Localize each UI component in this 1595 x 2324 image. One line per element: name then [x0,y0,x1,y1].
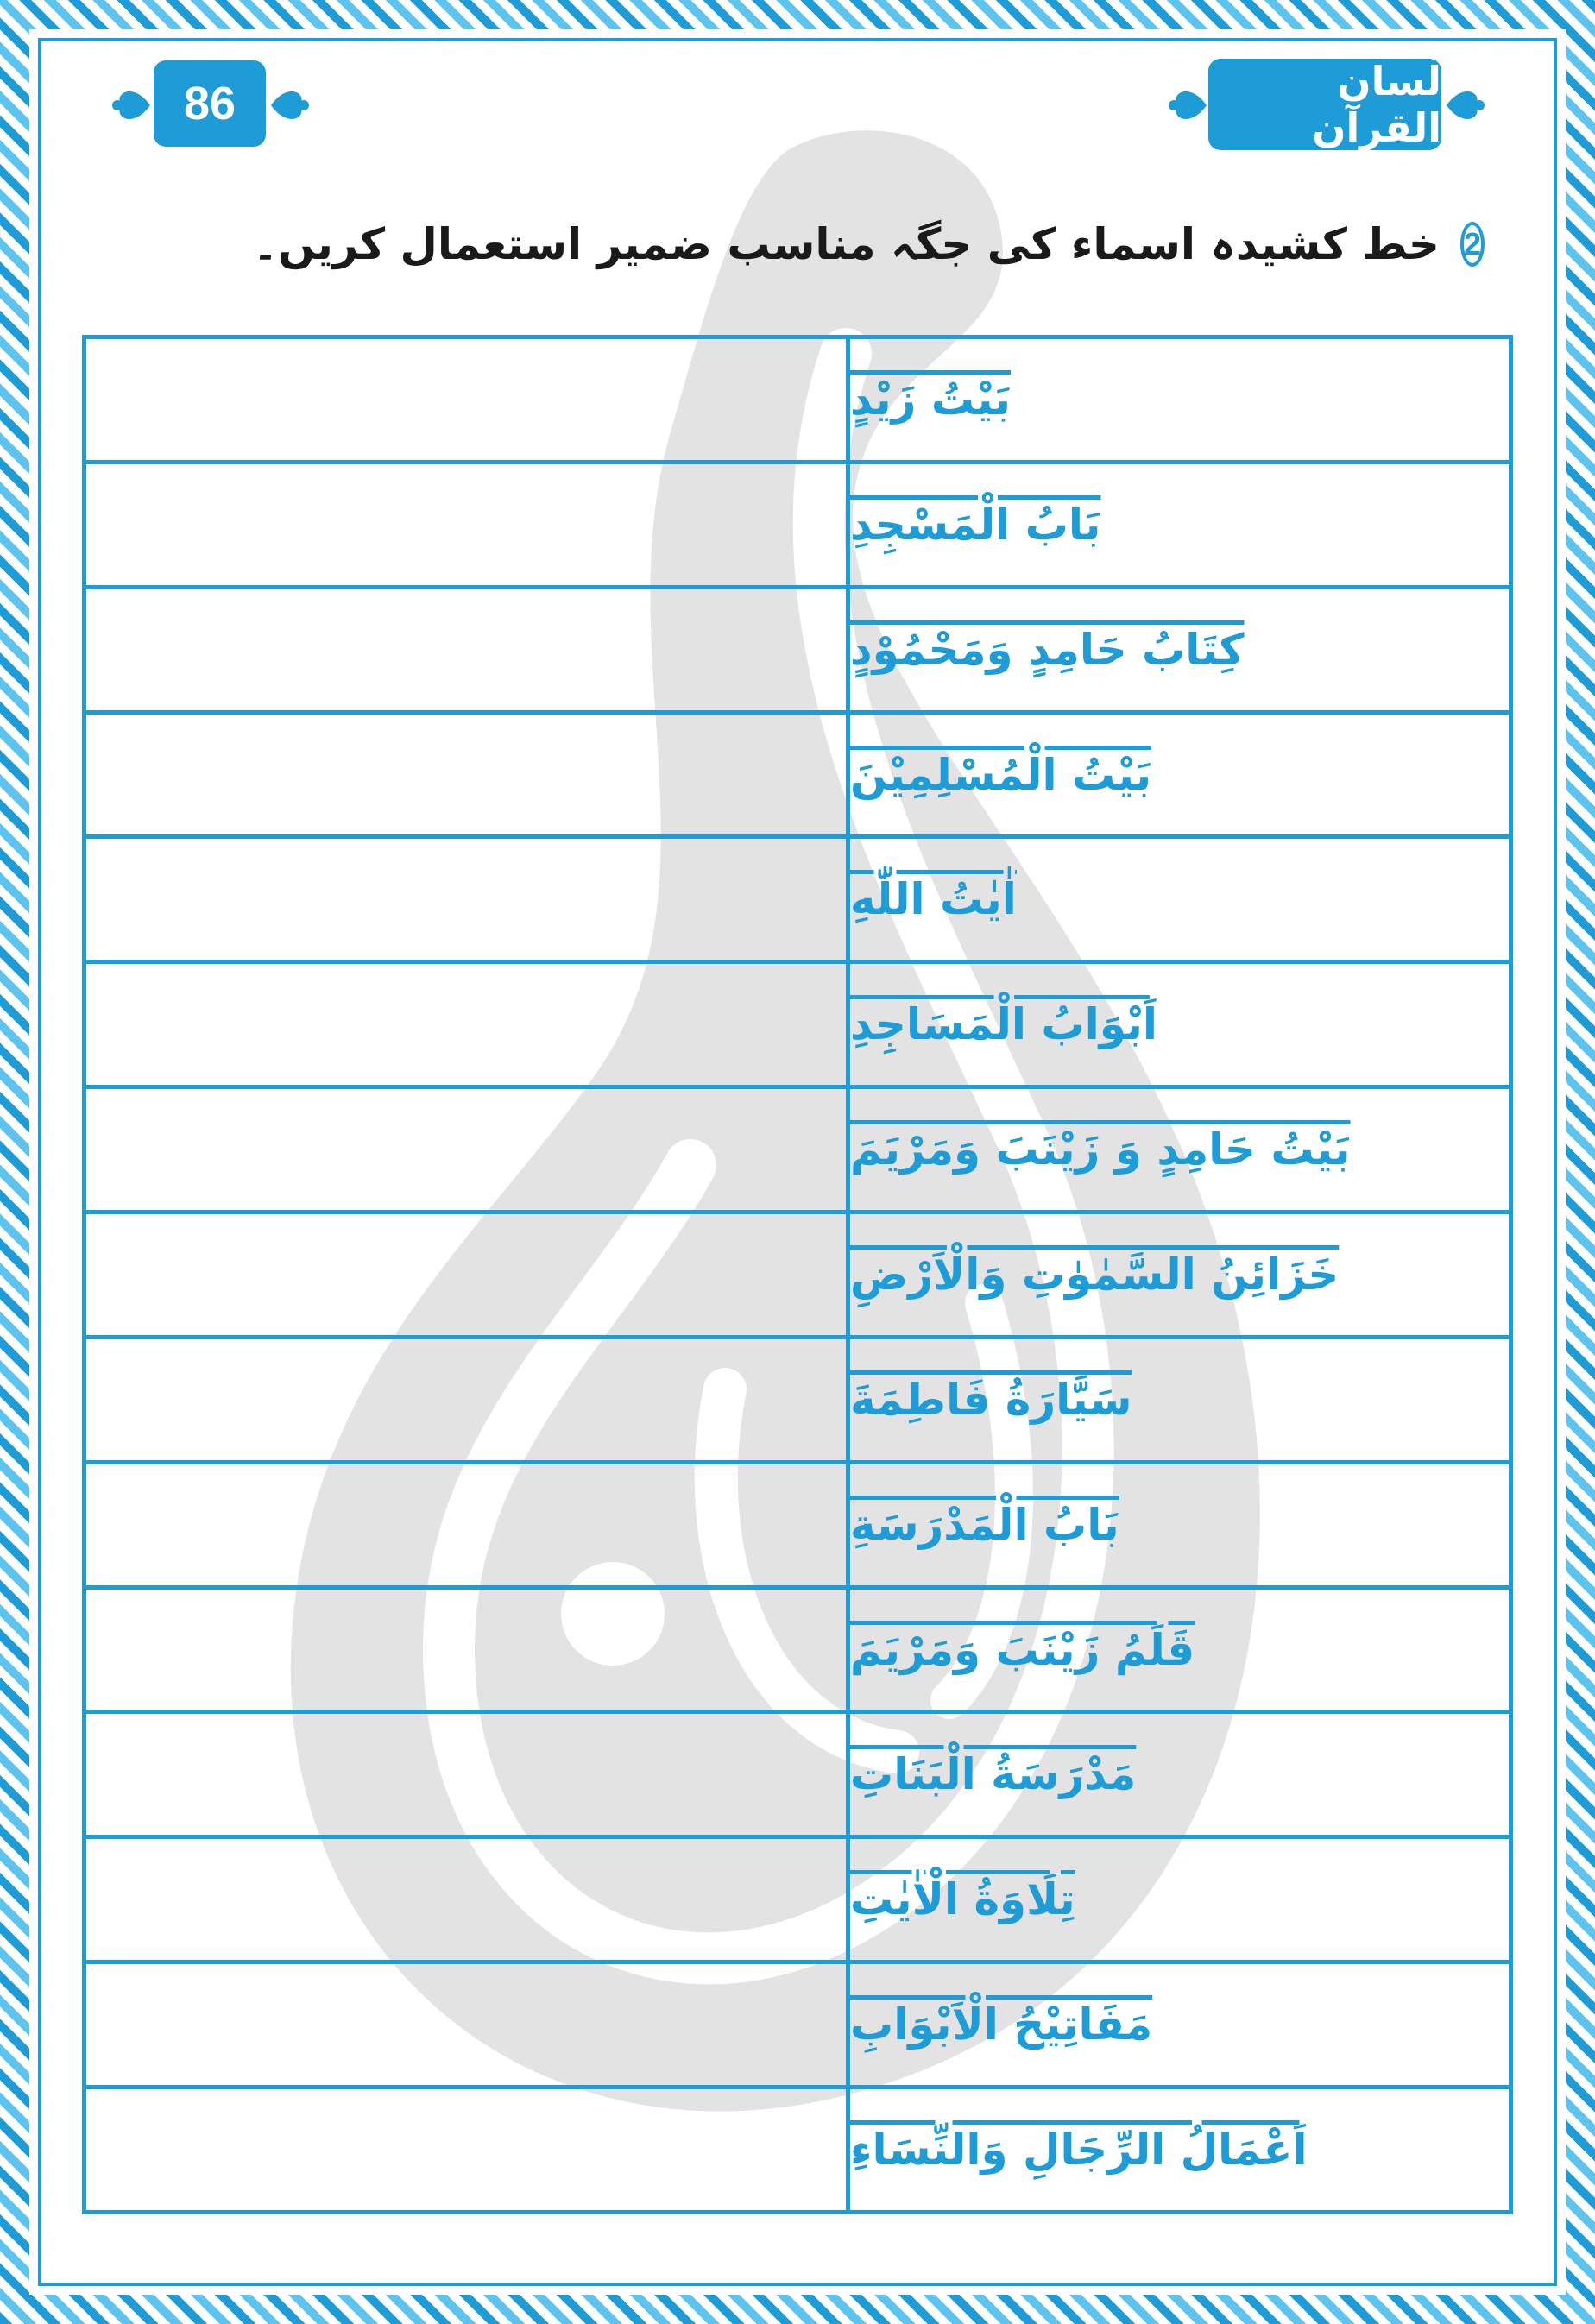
answer-cell[interactable] [86,1089,850,1210]
table-row [86,589,1509,715]
phrase-cell [850,464,1509,585]
phrase-cell [850,1214,1509,1335]
phrase-cell [850,1089,1509,1210]
arabic-phrase: قَلَمُ زَيْنَبَ وَمَرْيَمَ [850,1624,1195,1675]
answer-cell[interactable] [86,1964,850,2085]
table-row [86,464,1509,589]
table-row [86,1590,1509,1715]
arabic-phrase: بَيْتُ الْمُسْلِمِيْنَ [850,749,1152,800]
table-row [86,339,1509,464]
phrase-cell [850,339,1509,460]
phrase-cell [850,1590,1509,1710]
exercise-instruction [252,205,1485,283]
phrase-cell [850,2089,1509,2210]
answer-cell[interactable] [86,964,850,1085]
answer-cell[interactable] [86,2089,850,2210]
arabic-phrase: مَفَاتِيْحُ الْاَبْوَابِ [850,2000,1153,2050]
flourish-ornament-icon [109,74,152,136]
answer-cell[interactable] [86,1339,850,1460]
answer-cell[interactable] [86,589,850,710]
instruction-text: خط کشیدہ اسماء کی جگہ مناسب ضمیر استعمال کریں۔ [252,219,1440,269]
phrase-cell [850,839,1509,960]
phrase-cell [850,1839,1509,1960]
answer-cell[interactable] [86,1714,850,1835]
table-row [86,964,1509,1089]
flourish-ornament-icon [1445,74,1488,136]
answer-cell[interactable] [86,464,850,585]
arabic-phrase: اَعْمَالُ الرِّجَالِ وَالنِّسَاءِ [850,2124,1308,2175]
answer-cell[interactable] [86,715,850,835]
answer-cell[interactable] [86,1590,850,1710]
table-row [86,1089,1509,1214]
arabic-phrase: اَبْوَابُ الْمَسَاجِدِ [850,999,1158,1050]
phrase-cell [850,1714,1509,1835]
phrase-cell [850,964,1509,1085]
arabic-phrase: بَابُ الْمَسْجِدِ [850,499,1101,550]
arabic-phrase: كِتَابُ حَامِدٍ وَمَحْمُوْدٍ [850,624,1245,675]
arabic-phrase: بَابُ الْمَدْرَسَةِ [850,1499,1119,1550]
table-row [86,1464,1509,1590]
exercise-table [82,335,1513,2214]
phrase-cell [850,1339,1509,1460]
arabic-phrase: اٰيٰتُ اللّٰهِ [850,874,1017,925]
answer-cell[interactable] [86,339,850,460]
answer-cell[interactable] [86,1214,850,1335]
arabic-phrase: خَزَائِنُ السَّمٰوٰتِ وَالْاَرْضِ [850,1249,1340,1300]
book-title: لسان القرآن [1208,59,1441,150]
question-number: 2 [1460,222,1485,267]
answer-cell[interactable] [86,839,850,960]
arabic-phrase: بَيْتُ حَامِدٍ وَ زَيْنَبَ وَمَرْيَمَ [850,1124,1351,1175]
flourish-ornament-icon [269,74,312,136]
phrase-cell [850,1464,1509,1585]
table-row [86,1964,1509,2089]
table-row [86,839,1509,964]
page-number: 86 [154,60,266,147]
table-row [86,1214,1509,1339]
table-row [86,1839,1509,1964]
table-row [86,1339,1509,1464]
answer-cell[interactable] [86,1839,850,1960]
arabic-phrase: تِلَاوَةُ الْاٰيٰتِ [850,1874,1075,1925]
table-row [86,1714,1509,1839]
phrase-cell [850,1964,1509,2085]
table-row [86,2089,1509,2210]
arabic-phrase: بَيْتُ زَيْدٍ [850,374,1011,425]
flourish-ornament-icon [1165,74,1208,136]
table-row [86,715,1509,840]
answer-cell[interactable] [86,1464,850,1585]
arabic-phrase: مَدْرَسَةُ الْبَنَاتِ [850,1749,1137,1800]
arabic-phrase: سَيَّارَةُ فَاطِمَةَ [850,1374,1132,1425]
phrase-cell [850,715,1509,835]
phrase-cell [850,589,1509,710]
